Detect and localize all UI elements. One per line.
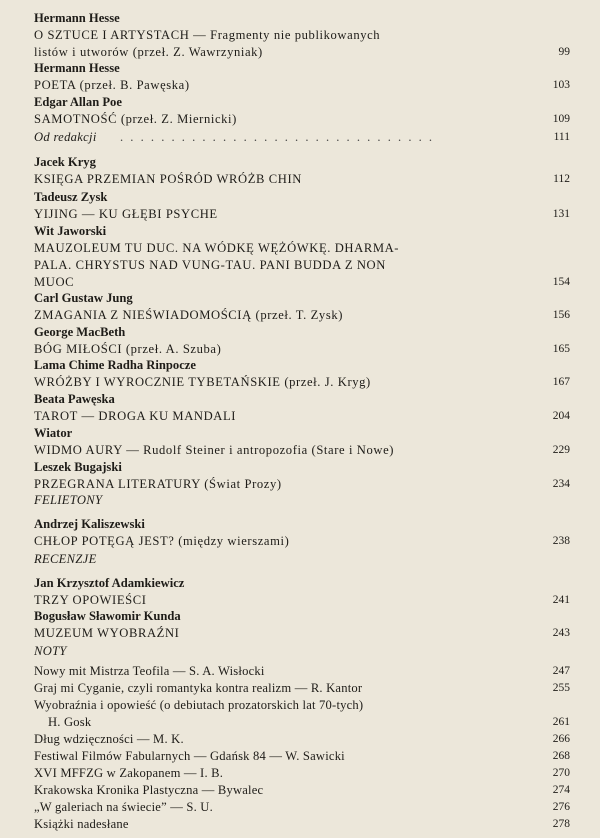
entry-title: WIDMO AURY — Rudolf Steiner i antropozofia (Stare i Nowe) (34, 443, 395, 457)
entry-author: Bogusław Sławomir Kunda (34, 609, 181, 623)
page-number: 274 (552, 784, 570, 796)
section-heading: RECENZJE (34, 552, 97, 566)
page-number: 261 (552, 716, 570, 728)
page-number: 238 (552, 535, 570, 547)
page-number: 156 (552, 309, 570, 321)
page-number: 266 (552, 733, 570, 745)
entry-title: ZMAGANIA Z NIEŚWIADOMOŚCIĄ (przeł. T. Zysk) (34, 308, 344, 322)
note-title: Książki nadesłane (34, 817, 129, 831)
page-number: 103 (552, 79, 570, 91)
entry-author: Wit Jaworski (34, 224, 107, 238)
entry-title: MUZEUM WYOBRAŹNI (34, 626, 180, 640)
section-heading: FELIETONY (34, 493, 103, 507)
entry-title: KSIĘGA PRZEMIAN POŚRÓD WRÓŻB CHIN (34, 172, 302, 186)
note-title: Wyobraźnia i opowieść (o debiutach prozatorskich lat 70-tych) (34, 698, 364, 712)
note-title: Festiwal Filmów Fabularnych — Gdańsk 84 — W. Sawicki (34, 749, 345, 763)
page-number: 165 (552, 343, 570, 355)
page-number: 167 (552, 376, 570, 388)
note-title: „W galeriach na świecie” — S. U. (34, 800, 213, 814)
note-title: Nowy mit Mistrza Teofila — S. A. Wisłocki (34, 664, 265, 678)
entry-title: MUOC (34, 275, 75, 289)
entry-title: PALA. CHRYSTUS NAD VUNG-TAU. PANI BUDDA Z NON (34, 258, 386, 272)
page-number: 247 (552, 665, 570, 677)
entry-author: Beata Pawęska (34, 392, 115, 406)
entry-author: Edgar Allan Poe (34, 95, 122, 109)
page-number: 243 (552, 627, 570, 639)
page-number: 99 (558, 46, 570, 58)
entry-author: Andrzej Kaliszewski (34, 517, 145, 531)
entry-author: Hermann Hesse (34, 11, 120, 25)
section-heading: NOTY (34, 644, 67, 658)
leader-dots: . . . . . . . . . . . . . . . . . . . . . . . . . . . . . . . (120, 130, 435, 144)
note-title: H. Gosk (48, 715, 92, 729)
note-title: XVI MFFZG w Zakopanem — I. B. (34, 766, 224, 780)
note-title: Graj mi Cyganie, czyli romantyka kontra realizm — R. Kantor (34, 681, 363, 695)
entry-author: Leszek Bugajski (34, 460, 122, 474)
entry-author: Carl Gustaw Jung (34, 291, 133, 305)
page-number: 204 (552, 410, 570, 422)
page-number: 268 (552, 750, 570, 762)
page-number: 276 (552, 801, 570, 813)
page-number: 229 (552, 444, 570, 456)
page-number: 111 (553, 131, 570, 143)
section-heading: Od redakcji (34, 130, 97, 144)
note-title: Krakowska Kronika Plastyczna — Bywalec (34, 783, 264, 797)
entry-author: Jacek Kryg (34, 155, 96, 169)
note-title: Dług wdzięczności — M. K. (34, 732, 184, 746)
entry-title: listów i utworów (przeł. Z. Wawrzyniak) (34, 45, 263, 59)
page-number: 154 (552, 276, 570, 288)
entry-title: MAUZOLEUM TU DUC. NA WÓDKĘ WĘŻÓWKĘ. DHARMA- (34, 241, 400, 255)
entry-title: TAROT — DROGA KU MANDALI (34, 409, 237, 423)
page-number: 234 (552, 478, 570, 490)
entry-title: BÓG MIŁOŚCI (przeł. A. Szuba) (34, 342, 222, 356)
entry-title: TRZY OPOWIEŚCI (34, 593, 147, 607)
page-number: 270 (552, 767, 570, 779)
entry-author: Tadeusz Zysk (34, 190, 108, 204)
entry-author: George MacBeth (34, 325, 126, 339)
page-number: 241 (552, 594, 570, 606)
entry-title: PRZEGRANA LITERATURY (Świat Prozy) (34, 477, 282, 491)
entry-author: Wiator (34, 426, 73, 440)
entry-title: YIJING — KU GŁĘBI PSYCHE (34, 207, 218, 221)
page-number: 278 (552, 818, 570, 830)
entry-title: WRÓŻBY I WYROCZNIE TYBETAŃSKIE (przeł. J. Kryg) (34, 375, 371, 389)
page-number: 131 (552, 208, 570, 220)
entry-title: O SZTUCE I ARTYSTACH — Fragmenty nie publikowanych (34, 28, 381, 42)
entry-title: POETA (przeł. B. Pawęska) (34, 78, 190, 92)
entry-author: Hermann Hesse (34, 61, 120, 75)
page-number: 112 (553, 173, 570, 185)
page-number: 109 (552, 113, 570, 125)
entry-title: SAMOTNOŚĆ (przeł. Z. Miernicki) (34, 112, 237, 126)
page-number: 255 (552, 682, 570, 694)
entry-author: Lama Chime Radha Rinpocze (34, 358, 196, 372)
entry-author: Jan Krzysztof Adamkiewicz (34, 576, 185, 590)
entry-title: CHŁOP POTĘGĄ JEST? (między wierszami) (34, 534, 290, 548)
